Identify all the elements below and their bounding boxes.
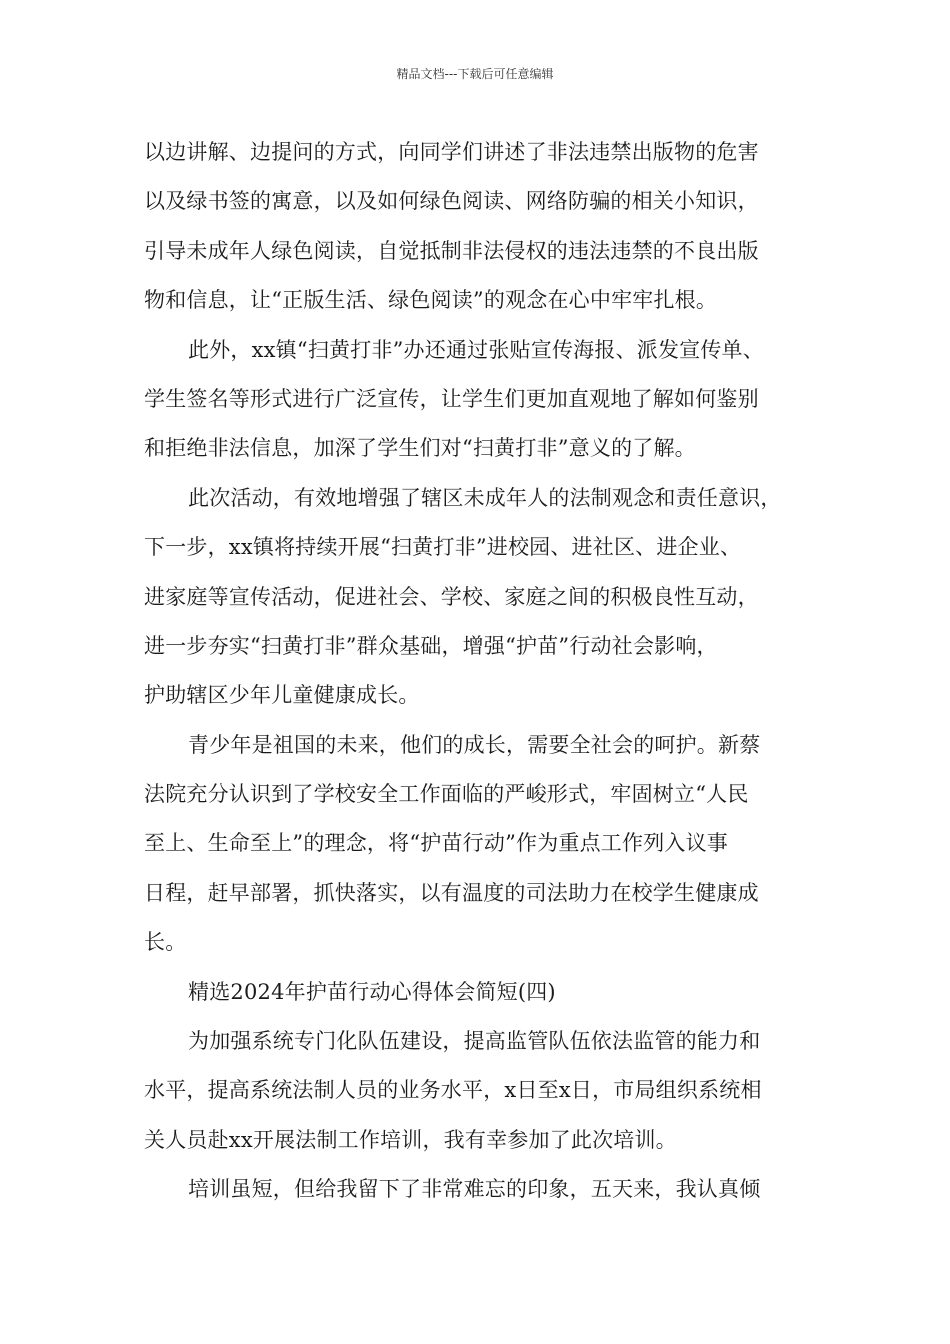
text-line: 学生签名等形式进行广泛宣传，让学生们更加直观地了解如何鉴别	[144, 386, 759, 411]
text-line: 和拒绝非法信息，加深了学生们对“扫黄打非”意义的了解。	[144, 436, 696, 461]
text-line: 此外，xx镇“扫黄打非”办还通过张贴宣传海报、派发宣传单、	[188, 337, 764, 362]
text-line: 引导未成年人绿色阅读，自觉抵制非法侵权的违法违禁的不良出版	[144, 238, 759, 263]
text-line: 水平，提高系统法制人员的业务水平，x日至x日，市局组织系统相	[144, 1078, 762, 1103]
text-line: 进家庭等宣传活动，促进社会、学校、家庭之间的积极良性互动，	[144, 584, 759, 609]
text-line: 为加强系统专门化队伍建设，提高监管队伍依法监管的能力和	[188, 1029, 761, 1054]
text-line: 下一步，xx镇将持续开展“扫黄打非”进校园、进社区、进企业、	[144, 535, 742, 560]
text-line: 培训虽短，但给我留下了非常难忘的印象，五天来，我认真倾	[188, 1177, 761, 1202]
text-line: 物和信息，让“正版生活、绿色阅读”的观念在心中牢牢扎根。	[144, 288, 718, 313]
text-line: 法院充分认识到了学校安全工作面临的严峻形式，牢固树立“人民	[144, 782, 749, 807]
page-header: 精品文档---下载后可任意编辑	[396, 67, 554, 81]
text-line: 精选2024年护苗行动心得体会简短(四)	[188, 979, 556, 1004]
text-line: 进一步夯实“扫黄打非”群众基础，增强“护苗”行动社会影响，	[144, 633, 718, 658]
document-body	[144, 128, 824, 1215]
text-line: 青少年是祖国的未来，他们的成长，需要全社会的呵护。新蔡	[188, 732, 761, 757]
text-line: 以边讲解、边提问的方式，向同学们讲述了非法违禁出版物的危害	[144, 140, 759, 164]
text-line: 日程，赶早部署，抓快落实，以有温度的司法助力在校学生健康成	[144, 880, 759, 905]
text-line: 关人员赴xx开展法制工作培训，我有幸参加了此次培训。	[144, 1127, 677, 1152]
text-line: 此次活动，有效地增强了辖区未成年人的法制观念和责任意识，	[188, 485, 782, 510]
text-line: 以及绿书签的寓意，以及如何绿色阅读、网络防骗的相关小知识，	[144, 189, 759, 214]
text-line: 至上、生命至上”的理念，将“护苗行动”作为重点工作列入议事	[144, 831, 729, 856]
text-line: 长。	[144, 930, 187, 955]
text-line: 护助辖区少年儿童健康成长。	[144, 683, 420, 708]
